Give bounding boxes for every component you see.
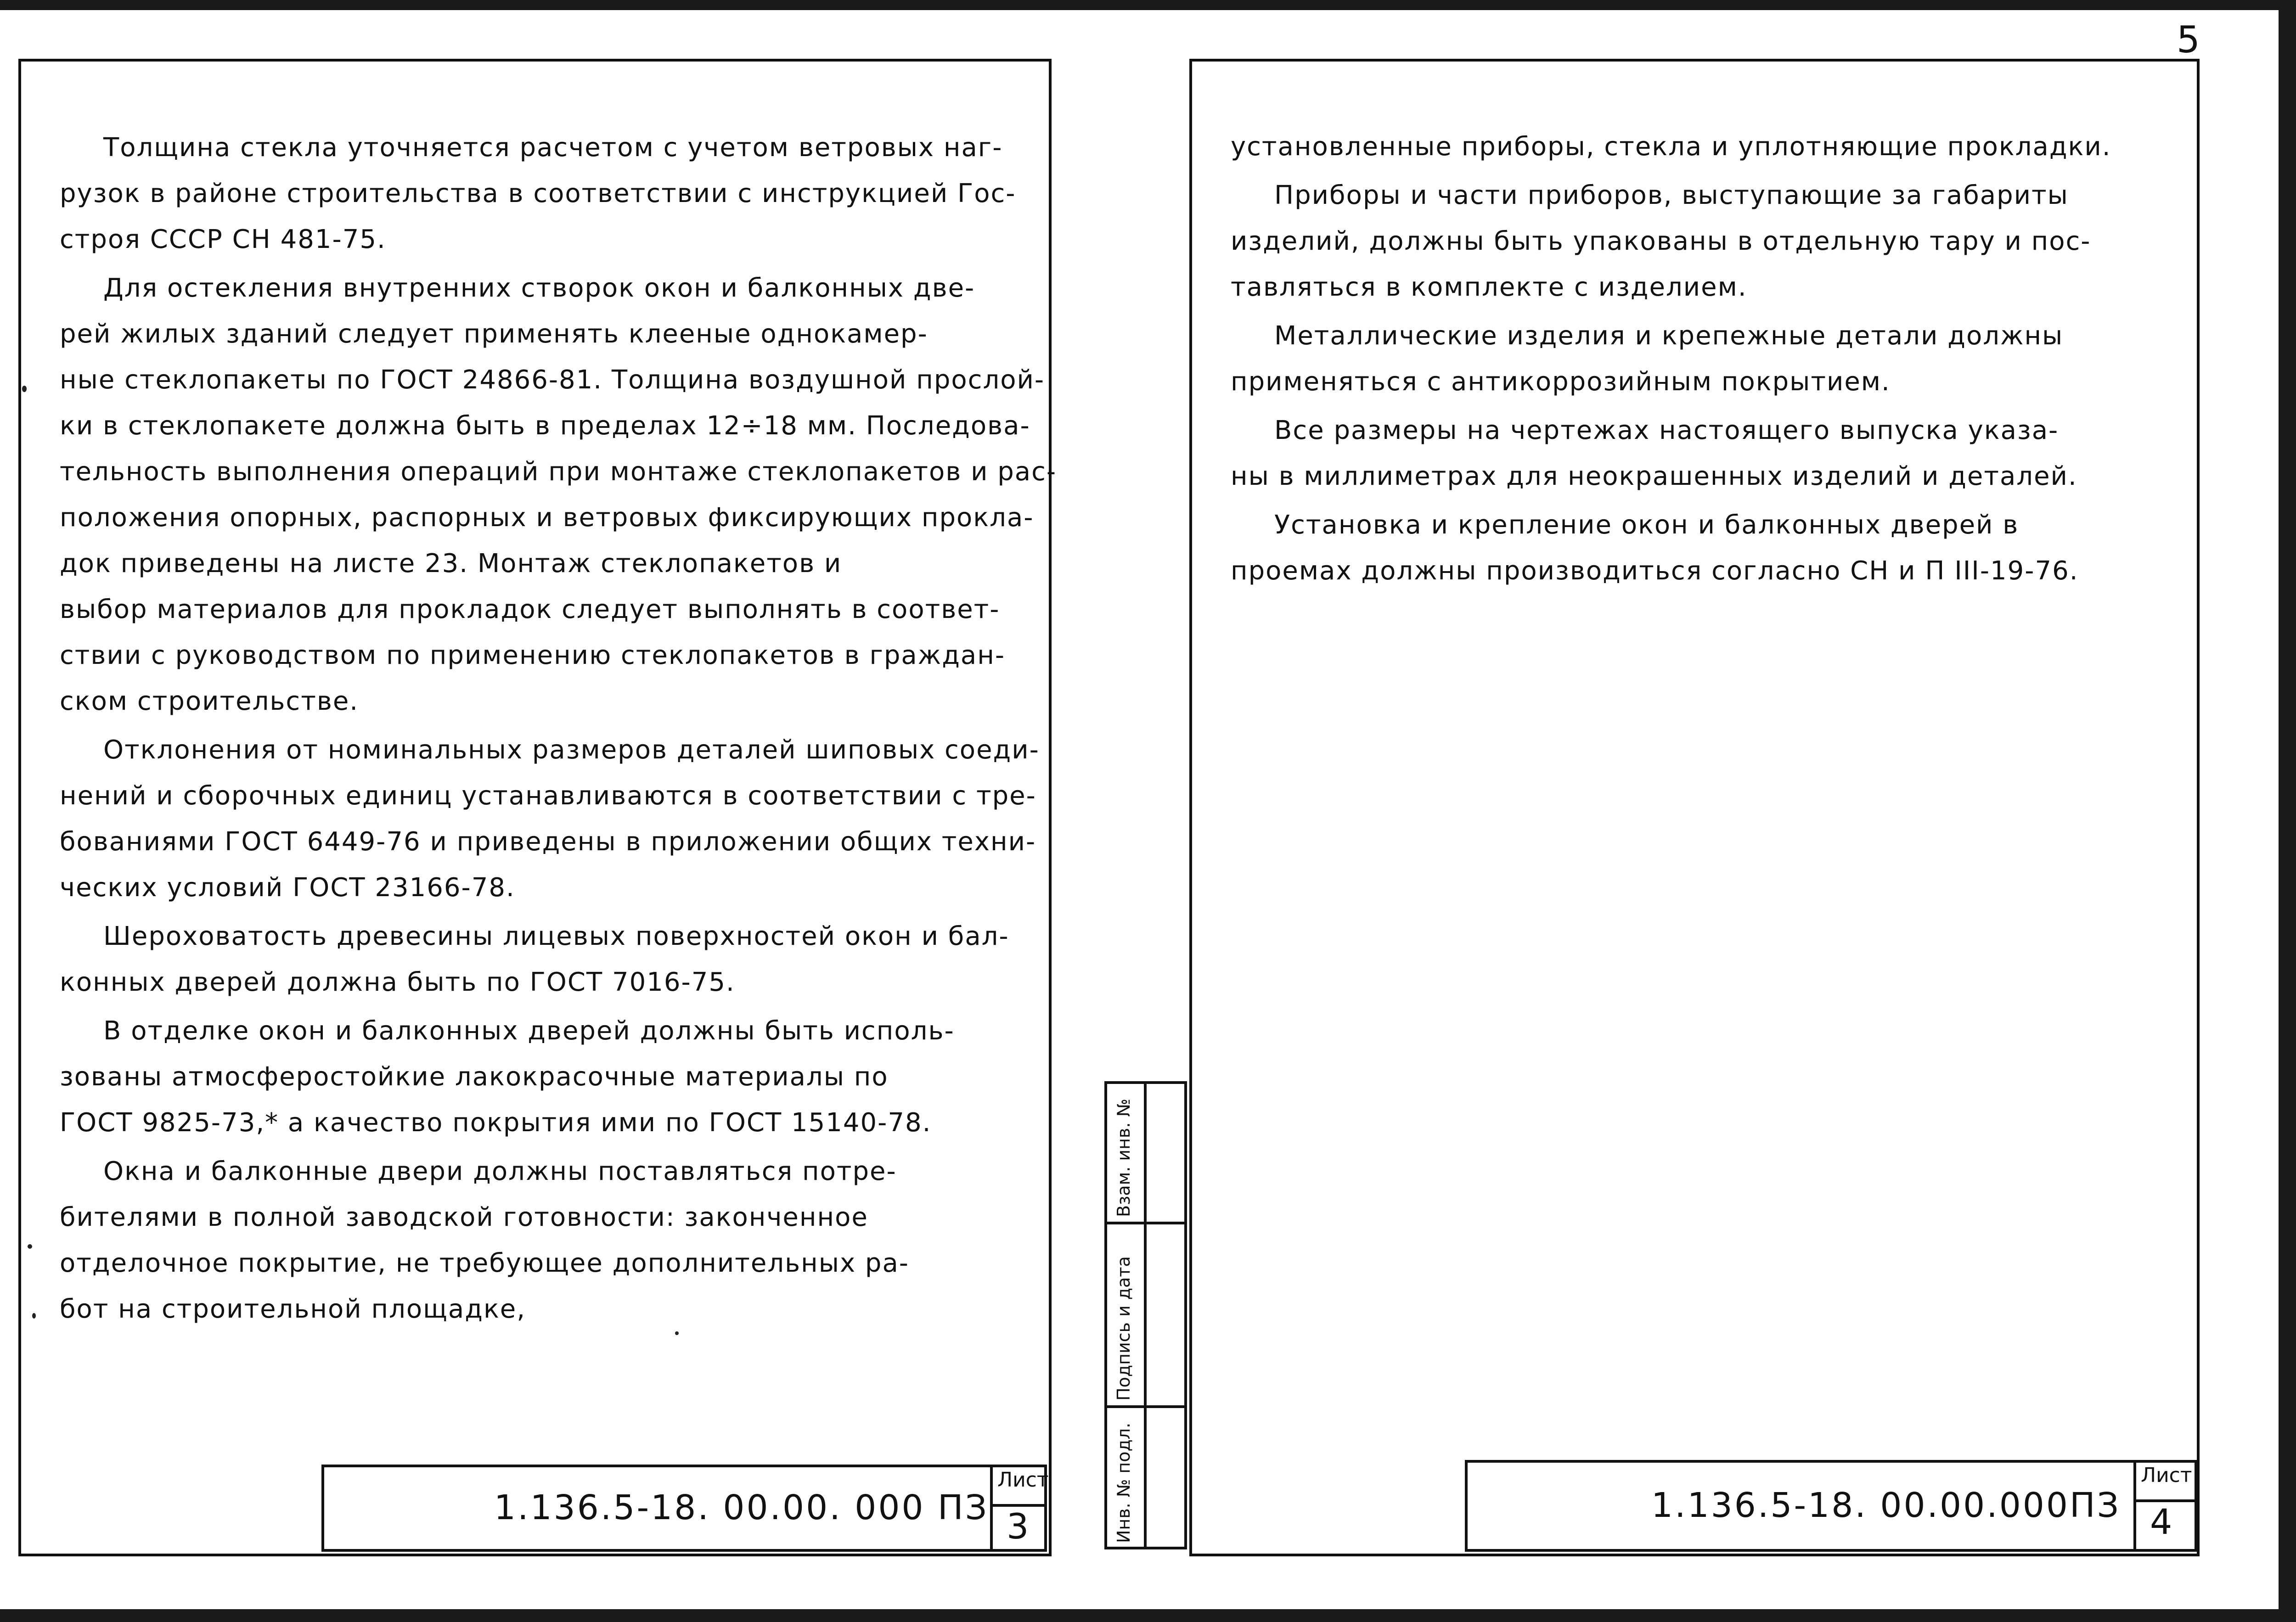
text-line: тельность выполнения операций при монтаже стеклопакетов и рас-	[60, 457, 1057, 487]
text-line: Приборы и части приборов, выступающие за габариты	[1274, 180, 2069, 210]
sheet-cell	[990, 1467, 1047, 1549]
text-line: выбор материалов для прокладок следует выполнять в соответ-	[60, 595, 1000, 624]
text-line: ные стеклопакеты по ГОСТ 24866-81. Толщина воздушной прослой-	[60, 365, 1045, 395]
text-line: положения опорных, распорных и ветровых фиксирующих прокла-	[60, 503, 1034, 533]
scan-speck	[675, 1331, 679, 1335]
text-line: установленные приборы, стекла и уплотняющие прокладки.	[1231, 132, 2111, 162]
side-label-inv: Инв. № подл.	[1114, 1422, 1134, 1543]
text-line: рей жилых зданий следует применять клееные однокамер-	[60, 319, 928, 349]
text-line: Все размеры на чертежах настоящего выпуска указа-	[1274, 415, 2059, 445]
text-line: бованиями ГОСТ 6449-76 и приведены в приложении общих техни-	[60, 827, 1036, 857]
title-block-right	[1465, 1460, 2197, 1552]
text-line: проемах должны производиться согласно СН и П III-19-76.	[1231, 556, 2079, 586]
text-line: рузок в районе строительства в соответствии с инструкцией Гос-	[60, 179, 1016, 208]
text-line: Отклонения от номинальных размеров деталей шиповых соеди-	[103, 735, 1040, 765]
text-line: ческих условий ГОСТ 23166-78.	[60, 873, 515, 903]
scan-top-border	[0, 0, 2296, 10]
text-line: ГОСТ 9825-73,* а качество покрытия ими по ГОСТ 15140-78.	[60, 1108, 932, 1138]
sheet-number: 4	[2150, 1501, 2172, 1542]
side-label-sign: Подпись и дата	[1114, 1256, 1134, 1401]
text-line: Толщина стекла уточняется расчетом с учетом ветровых наг-	[103, 133, 1003, 163]
right-page-text	[1231, 124, 2111, 594]
text-line: зованы атмосферостойкие лакокрасочные материалы по	[60, 1062, 889, 1092]
text-line: ствии с руководством по применению стеклопакетов в граждан-	[60, 640, 1006, 670]
side-row-divider	[1107, 1405, 1184, 1408]
side-column-divider	[1144, 1084, 1147, 1547]
text-line: Для остекления внутренних створок окон и балконных две-	[103, 273, 975, 303]
binding-side-block	[1104, 1081, 1187, 1549]
text-line: конных дверей должна быть по ГОСТ 7016-75.	[60, 967, 735, 997]
text-line: ки в стеклопакете должна быть в пределах 12÷18 мм. Последова-	[60, 411, 1030, 441]
scan-speck	[28, 1244, 32, 1249]
text-line: Окна и балконные двери должны поставляться потре-	[103, 1156, 897, 1186]
text-line: бот на строительной площадке,	[60, 1294, 526, 1324]
sheet-number: 3	[1007, 1506, 1029, 1547]
text-line: тавляться в комплекте с изделием.	[1231, 272, 1747, 302]
text-line: Шероховатость древесины лицевых поверхностей окон и бал-	[103, 921, 1009, 951]
text-line: ны в миллиметрах для неокрашенных изделий и деталей.	[1231, 461, 2077, 491]
text-line: отделочное покрытие, не требующее дополнительных ра-	[60, 1248, 909, 1278]
document-code: 1.136.5-18. 00.00.000ПЗ	[1651, 1486, 2121, 1525]
sheet-label: Лист	[2141, 1464, 2192, 1487]
text-line: применяться с антикоррозийным покрытием.	[1231, 367, 1891, 397]
text-line: бителями в полной заводской готовности: законченное	[60, 1202, 868, 1232]
scan-speck	[22, 386, 27, 392]
text-line: док приведены на листе 23. Монтаж стеклопакетов и	[60, 549, 842, 578]
text-line: ском строительстве.	[60, 686, 359, 716]
sheet-cell	[2133, 1463, 2195, 1549]
page-number: 5	[2177, 18, 2200, 61]
text-line: нений и сборочных единиц устанавливаются в соответствии с тре-	[60, 781, 1036, 811]
text-line: строя СССР СН 481-75.	[60, 224, 386, 254]
text-line: Установка и крепление окон и балконных дверей в	[1274, 510, 2019, 540]
scan-speck	[32, 1313, 36, 1319]
side-row-divider	[1107, 1222, 1184, 1224]
scan-right-border	[2279, 0, 2296, 1622]
document-code: 1.136.5-18. 00.00. 000 ПЗ	[494, 1488, 989, 1527]
text-line: В отделке окон и балконных дверей должны быть исполь-	[103, 1016, 955, 1046]
side-label-replace: Взам. инв. №	[1114, 1098, 1134, 1217]
sheet-label: Лист	[997, 1468, 1049, 1492]
text-line: изделий, должны быть упакованы в отдельную тару и пос-	[1231, 226, 2091, 256]
left-page-text	[60, 125, 1057, 1332]
scan-bottom-border	[0, 1609, 2296, 1622]
title-block-left	[321, 1465, 1047, 1552]
text-line: Металлические изделия и крепежные детали должны	[1274, 321, 2064, 351]
